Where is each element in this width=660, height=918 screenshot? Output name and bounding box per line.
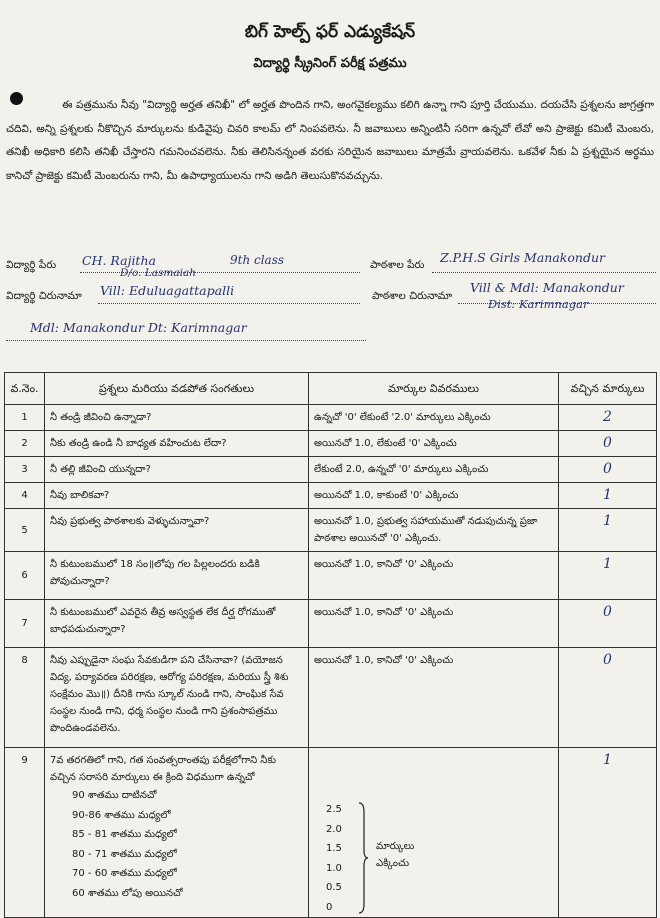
grade-band: 60 శాతము లోపు అయినచో xyxy=(72,887,183,899)
org-title: బిగ్ హెల్ప్ ఫర్ ఎడ్యుకేషన్ xyxy=(244,22,416,42)
row-marks-rule: లేకుంటే 2.0, ఉన్నచో '0' మార్కులు ఎక్కించు xyxy=(309,457,559,483)
grade-band: 90 శాతము దాటినచో xyxy=(72,790,157,801)
grade-bands xyxy=(50,786,303,903)
row-number: 1 xyxy=(5,405,45,431)
row-marks-rule: అయినచో 1.0, లేకుంటే '0' ఎక్కించు xyxy=(309,431,559,457)
row-marks-obtained: 1 xyxy=(559,552,657,600)
row-question: నీ కుటుంబములో 18 సం॥లోపు గల పిల్లలందరు బడికి పోవుచున్నారా? xyxy=(45,552,309,600)
row-question: నీవు ఎప్పుడైనా సంఘ సేవకుడిగా పని చేసినావా? (వయోజన విద్య, పర్యావరణ పరిరక్షణ, ఆరోగ్య పరిరక్షణ, మరియు స్త్రీ శిశు సంక్షేమం మొ॥) దీనికి గాను స్కూల్ నుండి గాని, సాంఘిక సేవ సంస్థల నుండి గాని, ధర్మ సంస్థల నుండి గాని ప్రశంసాపత్రము పొందిఉండవలెను. xyxy=(45,648,309,748)
row-question: నీకు తండ్రి ఉండి నీ బాధ్యత వహించుట లేదా? xyxy=(45,431,309,457)
row9-question-text: 7వ తరగతిలో గాని, గత సంవత్సరాంతపు పరీక్షలోగాని నీకు వచ్చిన సరాసరి మార్కులు ఈ క్రింది విధముగా ఉన్నచో xyxy=(50,755,276,783)
table-row xyxy=(5,648,657,748)
row-marks-rule: అయినచో 1.0, కానిచో '0' ఎక్కించు xyxy=(309,648,559,748)
row-marks-obtained: 1 xyxy=(559,748,657,918)
table-row xyxy=(5,431,657,457)
row-number: 6 xyxy=(5,552,45,600)
row-marks-rule xyxy=(309,748,559,918)
row-marks-obtained: 0 xyxy=(559,457,657,483)
row-marks-rule: అయినచో 1.0, కాకుంటే '0' ఎక్కించు xyxy=(309,483,559,509)
row-marks-obtained: 1 xyxy=(559,509,657,552)
table-row xyxy=(5,509,657,552)
student-address-label: విద్యార్థి చిరునామా xyxy=(6,290,82,302)
score-value: 0.5 xyxy=(326,882,342,893)
instructions-paragraph: ఈ పత్రమును నీవు "విద్యార్థి అర్హత తనిఖీ" లో అర్హత పొందిన గాని, అంగవైకల్యము కలిగి ఉన్నా గాని పూర్తి చేయుము. దయచేసి ప్రశ్నలను జాగ్రత్తగా చదివి, అన్ని ప్రశ్నలకు నీకొచ్చిన మార్కులను కుడివైపు చివరి కాలమ్ లో నింపవలెను. నీ జవాబులు అన్నింటినీ సరిగా ఉన్నవో లేవో అని ప్రాజెక్టు కమిటీ మెంబరు, తనిఖీ అధికారి కలిసి తనిఖీ చేస్తారని గమనించవలెను. నీకు తెలిసినన్నంత వరకు సరియైన జవాబులు మాత్రమే వ్రాయవలెను. ఒకవేళ నీకు ఏ ప్రశ్నయైన అర్థము కానిచో ప్రాజెక్టు కమిటీ మెంబరును గాని, మీ ఉపాధ్యాయులను గాని అడిగి తెలుసుకొనవచ్చును. xyxy=(6,99,654,182)
school-name-label: పాఠశాల పేరు xyxy=(370,259,425,271)
table-row xyxy=(5,552,657,600)
table-row xyxy=(5,457,657,483)
form-subtitle: విద్యార్థి స్క్రీనింగ్ పరీక్ష పత్రము xyxy=(253,56,407,71)
score-value: 2.0 xyxy=(326,823,342,835)
row-question: నీ తల్లి జీవించి యున్నదా? xyxy=(45,457,309,483)
row-marks-obtained: 0 xyxy=(559,600,657,648)
table-row xyxy=(5,483,657,509)
row-marks-obtained: 1 xyxy=(559,483,657,509)
row-question: నీవు ప్రభుత్వ పాఠశాలకు వెళ్ళుచున్నావా? xyxy=(45,509,309,552)
row-marks-obtained: 0 xyxy=(559,648,657,748)
table-header-row xyxy=(5,373,657,405)
school-address-label: పాఠశాల చిరునామా xyxy=(372,290,453,302)
student-address-value: Vill: Eduluagattapalli xyxy=(100,283,235,298)
row-marks-obtained: 2 xyxy=(559,405,657,431)
row-question: నీ కుటుంబములో ఎవరైన తీవ్ర అస్వస్థత లేక దీర్ఘ రోగముతో బాధపడుచున్నారా? xyxy=(45,600,309,648)
row-marks-rule: అయినచో 1.0, కానిచో '0' ఎక్కించు xyxy=(309,552,559,600)
score-value: 2.5 xyxy=(326,804,342,815)
student-name-value: CH. Rajitha xyxy=(82,253,156,268)
school-address-value: Vill & Mdl: Manakondur xyxy=(470,280,624,295)
row-number: 2 xyxy=(5,431,45,457)
table-row xyxy=(5,600,657,648)
address-line-2: Mdl: Manakondur Dt: Karimnagar xyxy=(30,320,247,335)
row-question xyxy=(45,748,309,918)
score-value: 1.5 xyxy=(326,843,342,854)
grade-band: 70 - 60 శాతము మధ్యలో xyxy=(72,868,177,879)
row-number: 8 xyxy=(5,648,45,748)
curly-brace-icon xyxy=(358,802,368,914)
school-name-line xyxy=(432,272,656,273)
header-marks-obtained: వచ్చిన మార్కులు xyxy=(559,373,657,405)
school-name-value: Z.P.H.S Girls Manakondur xyxy=(440,250,605,265)
grade-band: 80 - 71 శాతము మధ్యలో xyxy=(72,848,177,860)
class-value: 9th class xyxy=(230,253,285,267)
header-sno: వ.నెం. xyxy=(5,373,45,405)
score-value: 1.0 xyxy=(326,862,342,874)
row-marks-rule: అయినచో 1.0, ప్రభుత్వ సహాయముతో నడుపుచున్న ప్రజా పాఠశాల అయినచో '0' ఎక్కించు. xyxy=(309,509,559,552)
header-question: ప్రశ్నలు మరియు వడపోత సంగతులు xyxy=(45,373,309,405)
address-line-2-dots xyxy=(6,340,366,341)
grade-band: 90-86 శాతము మధ్యలో xyxy=(72,809,171,821)
row-number: 3 xyxy=(5,457,45,483)
row-number: 4 xyxy=(5,483,45,509)
score-value: 0 xyxy=(326,901,333,913)
row-question: నీ తండ్రి జీవించి ఉన్నాడా? xyxy=(45,405,309,431)
row-marks-rule: ఉన్నచో '0' లేకుంటే '2.0' మార్కులు ఎక్కించు xyxy=(309,405,559,431)
row-number: 5 xyxy=(5,509,45,552)
screening-table xyxy=(4,372,657,918)
school-district-value: Dist: Karimnagar xyxy=(488,297,589,311)
row-marks-rule: అయినచో 1.0, కానిచో '0' ఎక్కించు xyxy=(309,600,559,648)
marks-add-label: మార్కులు ఎక్కించు xyxy=(376,841,415,869)
student-address-line xyxy=(98,303,360,304)
header-marks-detail: మార్కుల వివరములు xyxy=(309,373,559,405)
row-marks-obtained: 0 xyxy=(559,431,657,457)
row-number: 9 xyxy=(5,748,45,918)
table-row xyxy=(5,748,657,918)
father-name-value: D/o. Lasmaiah xyxy=(120,267,196,279)
grade-band: 85 - 81 శాతము మధ్యలో xyxy=(72,829,177,840)
score-scale xyxy=(314,752,553,913)
score-values xyxy=(326,800,342,917)
row-number: 7 xyxy=(5,600,45,648)
student-name-label: విద్యార్థి పేరు xyxy=(6,259,57,271)
table-row xyxy=(5,405,657,431)
row-question: నీవు బాలికవా? xyxy=(45,483,309,509)
